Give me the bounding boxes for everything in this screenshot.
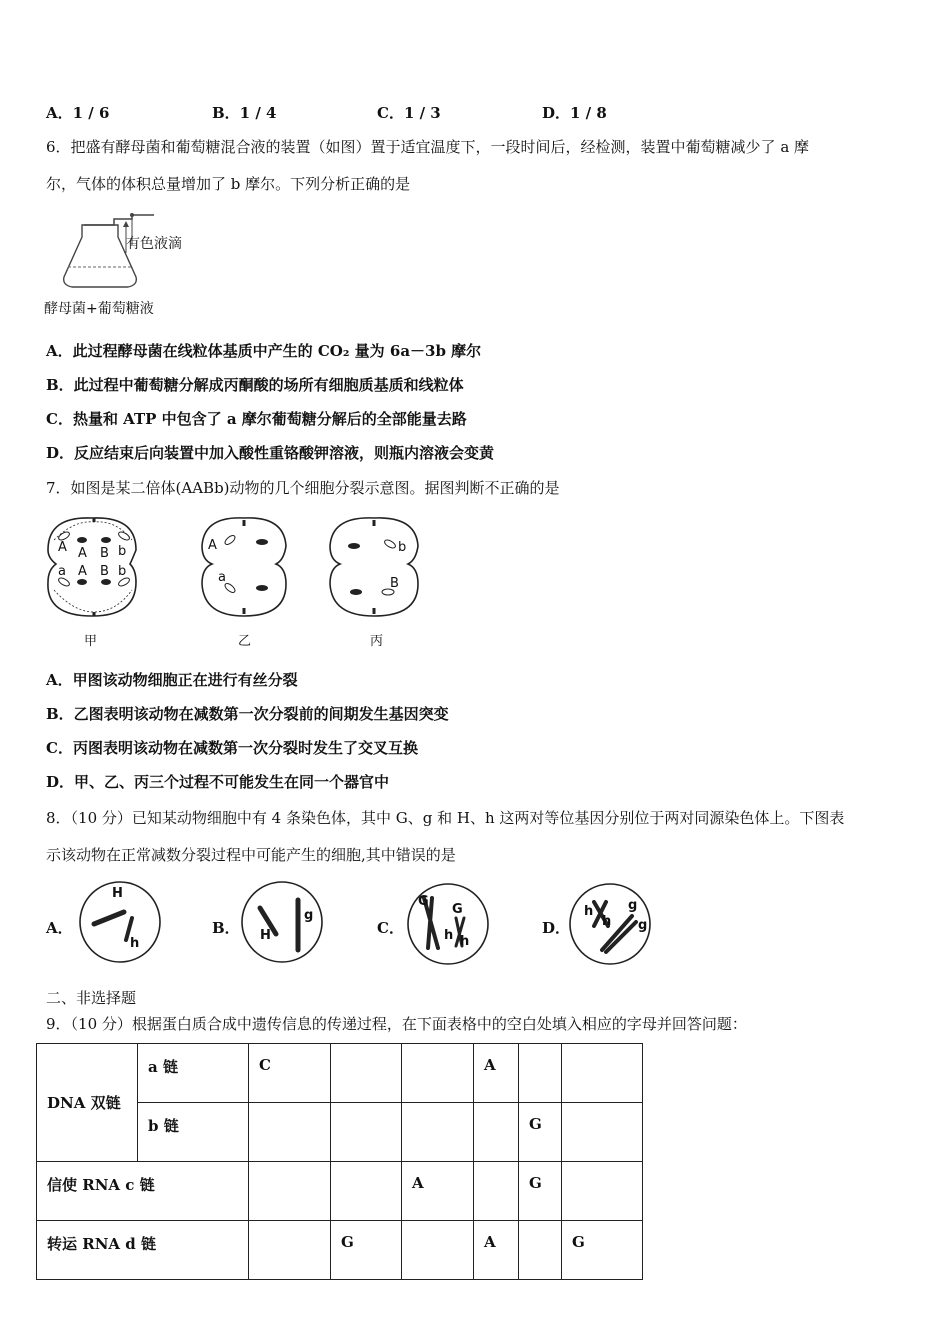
gene-label: a <box>218 570 226 585</box>
droplet-label: 有色液滴 <box>126 236 182 252</box>
q8-option-c-label: C． <box>377 919 404 937</box>
table-cell[interactable] <box>249 1162 331 1221</box>
q7-option-c: C．丙图表明该动物在减数第一次分裂时发生了交叉互换 <box>46 739 418 757</box>
row-label: 转运 RNA d 链 <box>37 1221 249 1280</box>
gene-label: h <box>460 934 470 949</box>
gene-label: b <box>118 564 127 579</box>
gene-label: b <box>398 540 407 555</box>
gene-label: b <box>118 544 127 559</box>
table-cell[interactable] <box>331 1103 402 1162</box>
gene-label: A <box>208 538 217 553</box>
gene-label: h <box>444 928 454 943</box>
table-cell[interactable] <box>562 1044 643 1103</box>
table-cell[interactable] <box>331 1162 402 1221</box>
q8-cells-figure <box>76 878 656 970</box>
q5-option-a: A．1 / 6 <box>46 104 110 122</box>
gene-label: g <box>304 908 314 923</box>
table-cell[interactable] <box>519 1044 562 1103</box>
table-cell[interactable]: G <box>519 1162 562 1221</box>
table-cell[interactable]: G <box>519 1103 562 1162</box>
row-label: 信使 RNA c 链 <box>37 1162 249 1221</box>
table-cell[interactable] <box>331 1044 402 1103</box>
cell-label-bing: 丙 <box>370 634 384 649</box>
table-cell[interactable] <box>519 1221 562 1280</box>
q8-option-b-label: B． <box>212 919 240 937</box>
gene-label: h <box>602 914 612 929</box>
table-cell[interactable]: A <box>402 1162 474 1221</box>
q7-option-a: A．甲图该动物细胞正在进行有丝分裂 <box>46 671 298 689</box>
gene-label: B <box>390 576 399 591</box>
q7-option-d: D．甲、乙、丙三个过程不可能发生在同一个器官中 <box>46 773 390 791</box>
table-cell[interactable]: A <box>474 1221 519 1280</box>
q6-option-d: D．反应结束后向装置中加入酸性重铬酸钾溶液，则瓶内溶液会变黄 <box>46 444 495 462</box>
q6-option-a: A．此过程酵母菌在线粒体基质中产生的 CO₂ 量为 6a－3b 摩尔 <box>46 342 482 360</box>
q7-stem: 7．如图是某二倍体(AABb)动物的几个细胞分裂示意图。据图判断不正确的是 <box>46 479 560 497</box>
q8-stem-line2: 示该动物在正常减数分裂过程中可能产生的细胞,其中错误的是 <box>46 846 456 864</box>
codon-table <box>36 1043 643 1280</box>
table-cell[interactable] <box>402 1221 474 1280</box>
table-cell[interactable] <box>249 1221 331 1280</box>
q7-option-b: B．乙图表明该动物在减数第一次分裂前的间期发生基因突变 <box>46 705 449 723</box>
table-cell[interactable]: A <box>474 1044 519 1103</box>
q8-cells-drawing <box>76 878 656 970</box>
table-cell[interactable] <box>562 1162 643 1221</box>
table-row <box>37 1221 643 1280</box>
q8-option-a-label: A． <box>46 919 73 937</box>
q6-option-c: C．热量和 ATP 中包含了 a 摩尔葡萄糖分解后的全部能量去路 <box>46 410 467 428</box>
q6-stem-line2: 尔，气体的体积总量增加了 b 摩尔。下列分析正确的是 <box>46 175 411 193</box>
table-cell[interactable] <box>402 1103 474 1162</box>
q8-stem-line1: 8．（10 分）已知某动物细胞中有 4 条染色体，其中 G、g 和 H、h 这两对等位基因分别位于两对同源染色体上。下图表 <box>46 809 845 827</box>
cell-label-jia: 甲 <box>84 634 98 649</box>
table-row <box>37 1162 643 1221</box>
q6-option-b: B．此过程中葡萄糖分解成丙酮酸的场所有细胞质基质和线粒体 <box>46 376 464 394</box>
gene-label: g <box>628 898 638 913</box>
q8-option-d-label: D． <box>542 919 571 937</box>
gene-label: g <box>638 918 648 933</box>
table-cell[interactable] <box>474 1103 519 1162</box>
table-row <box>37 1044 643 1103</box>
gene-label: B <box>100 546 109 561</box>
row-label: b 链 <box>138 1103 249 1162</box>
q6-stem-line1: 6．把盛有酵母菌和葡萄糖混合液的装置（如图）置于适宜温度下，一段时间后，经检测，装置中葡萄糖减少了 a 摩 <box>46 138 810 156</box>
table-cell[interactable]: C <box>249 1044 331 1103</box>
table-cell[interactable]: G <box>331 1221 402 1280</box>
cell-label-yi: 乙 <box>238 634 252 649</box>
table-cell[interactable]: G <box>562 1221 643 1280</box>
q9-stem: 9．（10 分）根据蛋白质合成中遗传信息的传递过程，在下面表格中的空白处填入相应的字母并回答问题： <box>46 1015 747 1033</box>
table-cell[interactable] <box>474 1162 519 1221</box>
table-cell[interactable] <box>562 1103 643 1162</box>
q5-option-b: B．1 / 4 <box>212 104 277 122</box>
dna-label-cell: DNA 双链 <box>37 1044 138 1162</box>
gene-label: G <box>418 894 429 909</box>
gene-label: G <box>452 902 463 917</box>
section-title: 二、非选择题 <box>46 989 137 1007</box>
gene-label: H <box>260 928 271 943</box>
gene-label: A <box>78 564 87 579</box>
gene-label: a <box>58 564 66 579</box>
table-cell[interactable] <box>402 1044 474 1103</box>
gene-label: A <box>78 546 87 561</box>
gene-label: H <box>112 886 123 901</box>
cell-division-figure <box>44 510 424 650</box>
gene-label: A <box>58 540 67 555</box>
cell-division-drawing <box>44 510 424 650</box>
gene-label: h <box>584 904 594 919</box>
flask-figure <box>44 205 244 320</box>
gene-label: B <box>100 564 109 579</box>
gene-label: h <box>130 936 140 951</box>
table-cell[interactable] <box>249 1103 331 1162</box>
flask-label: 酵母菌+葡萄糖液 <box>44 301 154 317</box>
row-label: a 链 <box>138 1044 249 1103</box>
q5-option-d: D．1 / 8 <box>542 104 607 122</box>
q5-option-c: C．1 / 3 <box>377 104 441 122</box>
